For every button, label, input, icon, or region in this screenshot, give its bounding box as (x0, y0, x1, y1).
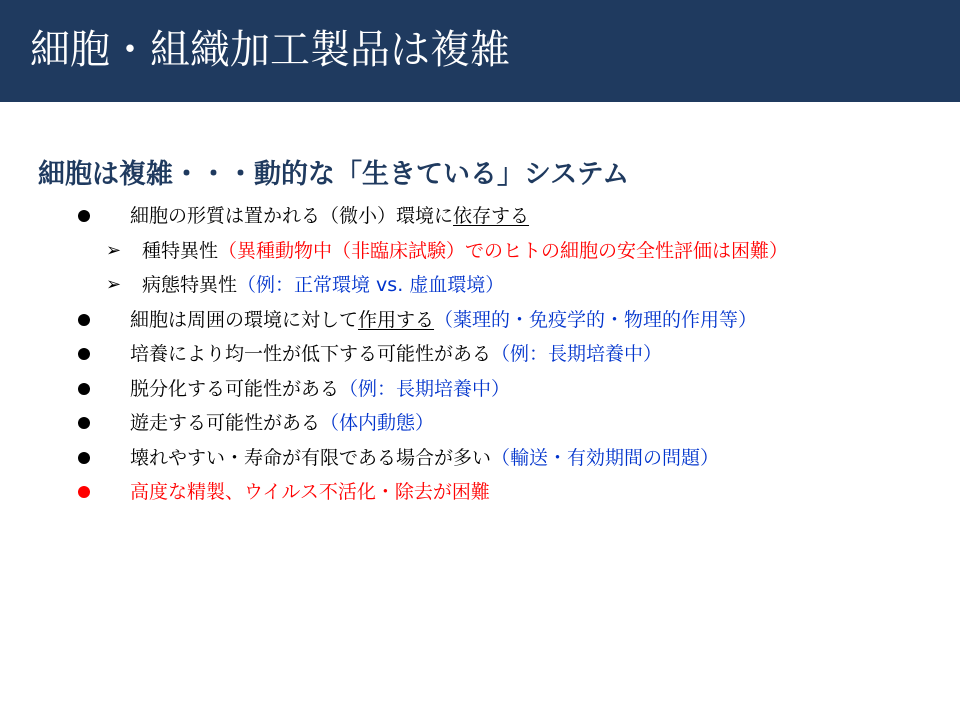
bullet-dot-icon (78, 417, 90, 429)
text-segment: 細胞は周囲の環境に対して (130, 308, 359, 331)
bullet-text (142, 235, 788, 267)
text-segment: 脱分化する可能性がある (130, 377, 340, 400)
text-segment: （例：長期培養中） (339, 377, 511, 400)
text-segment: 培養により均一性が低下する可能性がある (130, 343, 492, 365)
slide-subtitle: 細胞は複雑・・・動的な「生きている」システム (38, 159, 630, 190)
bullet-text (130, 407, 434, 439)
text-segment: 遊走する可能性がある (130, 412, 321, 434)
bullet-item (0, 407, 960, 441)
text-segment: 作用する (358, 308, 435, 331)
bullet-dot-icon (78, 452, 90, 464)
text-segment: 依存する (453, 205, 530, 227)
text-segment: 細胞の形質は置かれる（微小）環境に (130, 205, 454, 227)
bullet-dot-icon (78, 314, 90, 326)
bullet-item (0, 442, 960, 476)
text-segment: （例：正常環境 vs. 虚血環境） (237, 274, 505, 296)
text-segment: （輸送・有効期間の問題） (491, 446, 720, 469)
bullet-text (130, 373, 510, 405)
bullet-item (0, 304, 960, 338)
bullet-text (130, 304, 757, 336)
bullet-item (0, 373, 960, 407)
bullet-text (130, 338, 662, 370)
text-segment: （異種動物中（非臨床試験）でのヒトの細胞の安全性評価は困難） (218, 239, 789, 262)
bullet-text (130, 476, 490, 508)
bullet-item (0, 200, 960, 234)
sub-bullet-item (0, 269, 960, 303)
bullet-dot-icon (78, 348, 90, 360)
text-segment: 高度な精製、ウイルス不活化・除去が困難 (130, 481, 490, 503)
text-segment: 壊れやすい・寿命が有限である場合が多い (130, 446, 492, 469)
bullet-text (130, 200, 529, 232)
bullet-text (142, 269, 504, 301)
text-segment: （薬理的・免疫学的・物理的作用等） (434, 308, 758, 331)
text-segment: 病態特異性 (142, 274, 238, 296)
text-segment: （体内動態） (320, 412, 435, 434)
bullet-item (0, 476, 960, 510)
bullet-dot-icon (78, 383, 90, 395)
bullet-text (130, 442, 719, 474)
sub-bullet-item (0, 235, 960, 269)
bullet-dot-icon (78, 486, 90, 498)
slide-title: 細胞・組織加工製品は複雑 (30, 27, 510, 73)
text-segment: （例：長期培養中） (491, 343, 663, 365)
bullet-item (0, 338, 960, 372)
bullet-dot-icon (78, 210, 90, 222)
arrow-bullet-icon: ➢ (106, 274, 122, 295)
text-segment: 種特異性 (142, 239, 219, 262)
title-bar (0, 0, 960, 102)
arrow-bullet-icon: ➢ (106, 239, 122, 261)
